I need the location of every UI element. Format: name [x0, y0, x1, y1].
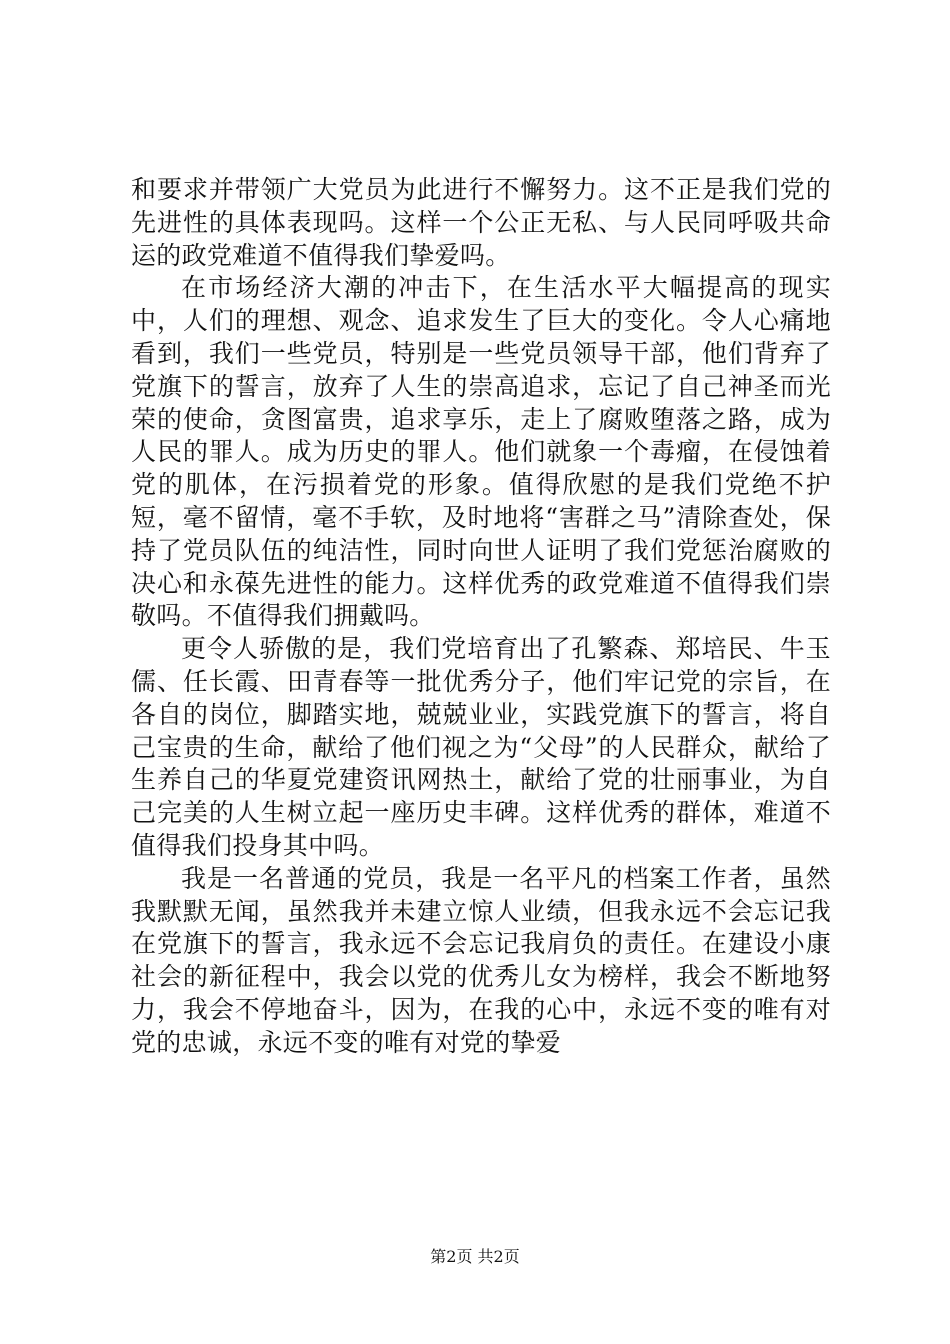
page-number-footer: 第2页 共2页 [430, 1247, 520, 1266]
document-body [131, 174, 831, 1060]
paragraph: 更令人骄傲的是，我们党培育出了孔繁森、郑培民、牛玉儒、任长霞、田青春等一批优秀分子，他们牢记党的宗旨，在各自的岗位，脚踏实地，兢兢业业，实践党旗下的誓言，将自己宝贵的生命，献给了他们视之为“父母”的人民群众，献给了生养自己的华夏党建资讯网热土，献给了党的壮丽事业，为自己完美的人生树立起一座历史丰碑。这样优秀的群体，难道不值得我们投身其中吗。 [131, 634, 831, 860]
paragraph-continuation: 和要求并带领广大党员为此进行不懈努力。这不正是我们党的先进性的具体表现吗。这样一个公正无私、与人民同呼吸共命运的政党难道不值得我们挚爱吗。 [131, 175, 831, 270]
paragraph: 在市场经济大潮的冲击下，在生活水平大幅提高的现实中，人们的理想、观念、追求发生了巨大的变化。令人心痛地看到，我们一些党员，特别是一些党员领导干部，他们背弃了党旗下的誓言，放弃了人生的崇高追求，忘记了自己神圣而光荣的使命，贪图富贵，追求享乐，走上了腐败堕落之路，成为人民的罪人。成为历史的罪人。他们就象一个毒瘤，在侵蚀着党的肌体，在污损着党的形象。值得欣慰的是我们党绝不护短，毫不留情，毫不手软，及时地将“害群之马”清除查处，保持了党员队伍的纯洁性，同时向世人证明了我们党惩治腐败的决心和永葆先进性的能力。这样优秀的政党难道不值得我们崇敬吗。不值得我们拥戴吗。 [131, 273, 831, 631]
paragraph: 我是一名普通的党员，我是一名平凡的档案工作者，虽然我默默无闻，虽然我并未建立惊人业绩，但我永远不会忘记我在党旗下的誓言，我永远不会忘记我肩负的责任。在建设小康社会的新征程中，我会以党的优秀儿女为榜样，我会不断地努力，我会不停地奋斗，因为，在我的心中，永远不变的唯有对党的忠诚，永远不变的唯有对党的挚爱 [131, 863, 831, 1057]
